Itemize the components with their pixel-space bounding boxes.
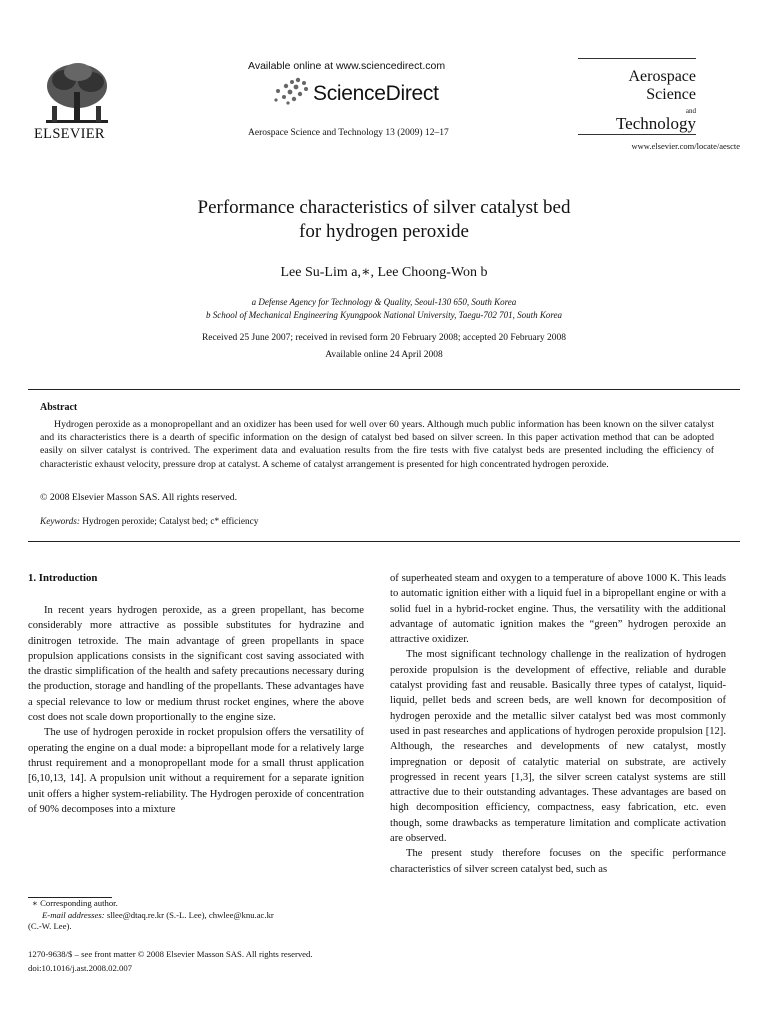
- journal-title-line: Aerospace: [628, 68, 696, 85]
- author-list: Lee Su-Lim a,∗, Lee Choong-Won b: [280, 265, 488, 280]
- journal-title-box: [578, 58, 696, 136]
- paper-title: [0, 196, 768, 244]
- abstract-heading: Abstract: [40, 402, 78, 413]
- sciencedirect-dots-icon: [270, 76, 312, 106]
- article-dates: [0, 330, 768, 364]
- issn-line: 1270-9638/$ – see front matter © 2008 Elsevier Masson SAS. All rights reserved.: [28, 949, 313, 959]
- keywords-list: Hydrogen peroxide; Catalyst bed; c* efficiency: [82, 517, 259, 527]
- affiliation-a: a Defense Agency for Technology & Quality, Seoul-130 650, South Korea: [251, 297, 517, 307]
- keywords: [40, 517, 258, 527]
- abstract-top-rule: [28, 389, 740, 390]
- publisher-name: ELSEVIER: [34, 126, 105, 142]
- front-matter: [28, 948, 313, 975]
- paper-title-line: Performance characteristics of silver catalyst bed: [197, 197, 571, 218]
- body-paragraph: In recent years hydrogen peroxide, as a green propellant, has become considerably more attractive as possible substitutes for hydrazine and dinitrogen tetroxide. The main advantage of green propellants in space propulsion applications consists in the significant cost saving associated with the drastic simplification of the health and safety precautions necessary during the production, storage and handling of the propellants. These advantages have a special relevance to low or medium thrust rocket engines, where the above cost does not scale down proportionally to the engine size.: [28, 605, 364, 724]
- paper-title-line: for hydrogen peroxide: [299, 221, 469, 242]
- affiliation-b: b School of Mechanical Engineering Kyungpook National University, Taegu-702 701, South Korea: [205, 310, 563, 320]
- affiliations: [0, 296, 768, 322]
- email-continuation: (C.-W. Lee).: [28, 921, 72, 931]
- email-label: E-mail addresses:: [42, 909, 105, 920]
- sciencedirect-wordmark: ScienceDirect: [313, 82, 439, 105]
- body-paragraph: of superheated steam and oxygen to a temperature of above 1000 K. This leads to automatic ignition either with a liquid fuel in a bipropellant engine or with a solid fuel in a hybrid-rocket engine. Thus, the versatility with the additional advantage of automatic ignition makes the “green” hydrogen peroxide an attractive oxidizer.: [390, 573, 726, 646]
- abstract-copyright: © 2008 Elsevier Masson SAS. All rights reserved.: [40, 492, 238, 503]
- footnote: [28, 898, 358, 933]
- journal-url-link[interactable]: www.elsevier.com/locate/aescte: [631, 141, 740, 151]
- doi-link[interactable]: doi:10.1016/j.ast.2008.02.007: [28, 962, 133, 973]
- journal-title-line: Science: [646, 86, 696, 103]
- journal-reference: Aerospace Science and Technology 13 (2009) 12–17: [248, 128, 449, 138]
- abstract-bottom-rule: [28, 541, 740, 542]
- available-online-text[interactable]: Available online at www.sciencedirect.com: [248, 60, 446, 72]
- abstract-body: [40, 418, 714, 471]
- left-column: [28, 603, 364, 817]
- journal-title-line: Technology: [615, 114, 696, 133]
- body-paragraph: The most significant technology challenge in the realization of hydrogen peroxide propulsion is the development of effective, reliable and durable catalyst providing fast and reusable. Basically three types of catalyst, liquid-liquid, pellet beds and screen beds, are well known for decomposition of hydrogen peroxide and the metallic silver catalyst bed was most commonly used in past researches and applications of hydrogen peroxide propulsion [12]. Although, the researches and developments of new catalyst, mostly impregnation or deposit of catalytic material on substrate, are actively progressed in recent years [1,3], the silver screen catalyst systems are still attractive due to their outstanding advantages. These advantages are based on high decomposition efficiency, compactness, easy fabrication, etc. even though, some drawbacks as temperature limitation and complicate activation are observed.: [390, 649, 726, 845]
- abstract-paragraph: Hydrogen peroxide as a monopropellant and an oxidizer has been used for well over 60 years. Although much public information has been known on the silver catalyst and its characteristics there is a dearth of specific information on the design of catalyst bed based on silver screen. In this paper activation method that can be adopted easily on silver catalyst is contrived. The experiment data and evaluation results from the fire tests with five catalyst beds are presented including the efficiency of characteristic exhaust velocity, pressure drop at catalyst. A scheme of catalyst arrangement is presented for high concentrated hydrogen peroxide.: [40, 419, 714, 470]
- received-dates: Received 25 June 2007; received in revised form 20 February 2008; accepted 20 February 2008: [201, 333, 567, 343]
- keywords-label: Keywords:: [40, 517, 80, 527]
- email-line: [28, 910, 358, 922]
- email-addresses[interactable]: sllee@dtaq.re.kr (S.-L. Lee), chwlee@knu.ac.kr: [106, 909, 274, 920]
- body-paragraph: The use of hydrogen peroxide in rocket propulsion offers the versatility of operating the engine on a dual mode: a bipropellant mode for a relatively large thrust requirement and a monopropellant mode for a small thrust application [6,10,13, 14]. A propulsion unit without a requirement for a separate ignition unit offers a higher system-reliability. The Hydrogen peroxide of concentration of 90% decomposes into a mixture: [28, 727, 364, 815]
- section-heading-introduction: 1. Introduction: [28, 572, 98, 584]
- available-online-date: Available online 24 April 2008: [325, 350, 443, 360]
- journal-title-line: and: [685, 107, 696, 115]
- right-column: [390, 571, 726, 877]
- body-paragraph: The present study therefore focuses on the specific performance characteristics of silver screen catalyst bed, such as: [390, 848, 726, 875]
- corresponding-author-note: ∗ Corresponding author.: [32, 898, 118, 908]
- journal-box-bottom-rule: [578, 134, 696, 135]
